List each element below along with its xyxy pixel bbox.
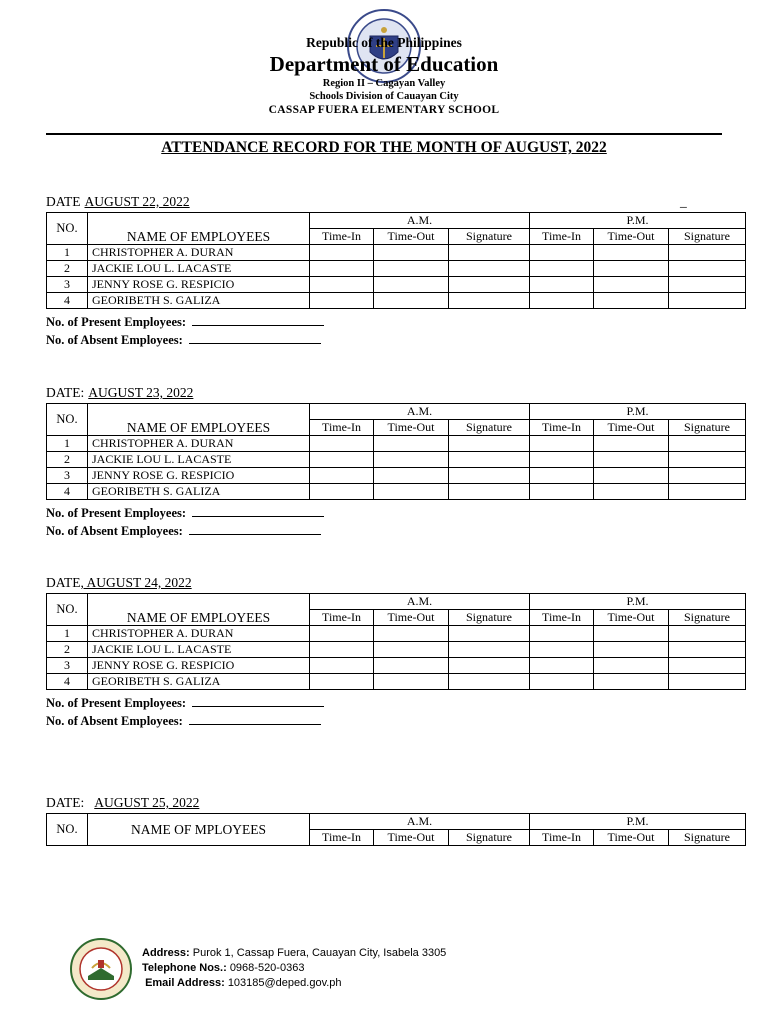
am-time-in-cell[interactable] <box>310 293 374 309</box>
school-name: CASSAP FUERA ELEMENTARY SCHOOL <box>268 104 500 116</box>
header-pm-signature: Signature <box>669 229 746 245</box>
am-signature-cell[interactable] <box>449 626 530 642</box>
pm-signature-cell[interactable] <box>669 484 746 500</box>
header-name: NAME OF MPLOYEES <box>88 814 310 846</box>
header-pm-time-in: Time-In <box>530 830 594 846</box>
header-no: NO. <box>47 213 88 245</box>
employee-name: JENNY ROSE G. RESPICIO <box>88 658 310 674</box>
table-row <box>47 436 746 452</box>
date-label: DATE <box>46 194 81 209</box>
employee-name: JENNY ROSE G. RESPICIO <box>88 277 310 293</box>
am-time-out-cell[interactable] <box>374 674 449 690</box>
header-am-time-out: Time-Out <box>374 229 449 245</box>
am-time-in-cell[interactable] <box>310 674 374 690</box>
email-label: Email Address: <box>145 977 225 989</box>
am-signature-cell[interactable] <box>449 468 530 484</box>
date-line <box>46 194 746 212</box>
pm-signature-cell[interactable] <box>669 674 746 690</box>
header-am-signature: Signature <box>449 610 530 626</box>
date-value: AUGUST 25, 2022 <box>94 795 200 810</box>
table-row <box>47 674 746 690</box>
am-time-out-cell[interactable] <box>374 642 449 658</box>
am-time-in-cell[interactable] <box>310 245 374 261</box>
contact-info <box>142 946 446 991</box>
absent-count-blank[interactable] <box>189 331 321 344</box>
attendance-section-aug-23 <box>46 385 746 540</box>
header-pm: P.M. <box>530 213 746 229</box>
row-number: 1 <box>47 436 88 452</box>
date-label: DATE: <box>46 385 85 400</box>
am-time-in-cell[interactable] <box>310 626 374 642</box>
employee-name: CHRISTOPHER A. DURAN <box>88 626 310 642</box>
row-number: 1 <box>47 626 88 642</box>
attendance-table <box>46 813 746 846</box>
table-row <box>47 245 746 261</box>
header-no: NO. <box>47 404 88 436</box>
pm-signature-cell[interactable] <box>669 658 746 674</box>
am-time-out-cell[interactable] <box>374 436 449 452</box>
am-time-out-cell[interactable] <box>374 484 449 500</box>
pm-time-out-cell[interactable] <box>594 484 669 500</box>
pm-time-out-cell[interactable] <box>594 245 669 261</box>
am-time-out-cell[interactable] <box>374 261 449 277</box>
pm-signature-cell[interactable] <box>669 277 746 293</box>
attendance-table <box>46 403 746 500</box>
table-row <box>47 277 746 293</box>
absent-label: No. of Absent Employees: <box>46 333 183 347</box>
employee-name: GEORIBETH S. GALIZA <box>88 484 310 500</box>
table-row <box>47 642 746 658</box>
row-number: 3 <box>47 658 88 674</box>
row-number: 2 <box>47 452 88 468</box>
employee-name: GEORIBETH S. GALIZA <box>88 674 310 690</box>
pm-time-in-cell[interactable] <box>530 658 594 674</box>
pm-time-out-cell[interactable] <box>594 658 669 674</box>
header-am-time-in: Time-In <box>310 830 374 846</box>
present-count-blank[interactable] <box>192 694 324 707</box>
table-row <box>47 261 746 277</box>
header-pm-time-in: Time-In <box>530 229 594 245</box>
header-no: NO. <box>47 594 88 626</box>
row-number: 4 <box>47 293 88 309</box>
pm-time-in-cell[interactable] <box>530 245 594 261</box>
pm-time-out-cell[interactable] <box>594 436 669 452</box>
pm-time-in-cell[interactable] <box>530 452 594 468</box>
date-value: AUGUST 23, 2022 <box>88 385 194 400</box>
header-pm-time-in: Time-In <box>530 420 594 436</box>
table-row <box>47 626 746 642</box>
am-time-out-cell[interactable] <box>374 277 449 293</box>
pm-time-in-cell[interactable] <box>530 468 594 484</box>
am-time-in-cell[interactable] <box>310 277 374 293</box>
present-count-blank[interactable] <box>192 313 324 326</box>
header-pm-signature: Signature <box>669 610 746 626</box>
employee-name: JACKIE LOU L. LACASTE <box>88 642 310 658</box>
header-divider <box>46 133 722 135</box>
pm-time-in-cell[interactable] <box>530 626 594 642</box>
pm-time-in-cell[interactable] <box>530 436 594 452</box>
header-am-signature: Signature <box>449 830 530 846</box>
letterhead-footer <box>70 938 730 1008</box>
pm-signature-cell[interactable] <box>669 452 746 468</box>
am-time-out-cell[interactable] <box>374 293 449 309</box>
telephone-value: 0968-520-0363 <box>229 962 305 974</box>
pm-signature-cell[interactable] <box>669 261 746 277</box>
date-label: DATE: <box>46 795 85 810</box>
header-am-time-out: Time-Out <box>374 830 449 846</box>
absent-count-blank[interactable] <box>189 522 321 535</box>
employee-name: CHRISTOPHER A. DURAN <box>88 245 310 261</box>
row-number: 3 <box>47 468 88 484</box>
header-pm: P.M. <box>530 814 746 830</box>
table-row <box>47 452 746 468</box>
attendance-summary <box>46 313 746 349</box>
attendance-summary <box>46 504 746 540</box>
pm-time-in-cell[interactable] <box>530 277 594 293</box>
am-signature-cell[interactable] <box>449 642 530 658</box>
header-pm: P.M. <box>530 404 746 420</box>
header-pm-time-out: Time-Out <box>594 229 669 245</box>
header-am-signature: Signature <box>449 420 530 436</box>
header-am: A.M. <box>310 213 530 229</box>
date-value: , AUGUST 24, 2022 <box>80 575 192 590</box>
pm-time-out-cell[interactable] <box>594 293 669 309</box>
employee-name: GEORIBETH S. GALIZA <box>88 293 310 309</box>
employee-name: JENNY ROSE G. RESPICIO <box>88 468 310 484</box>
date-line <box>46 795 746 813</box>
am-signature-cell[interactable] <box>449 261 530 277</box>
trailing-mark: _ <box>680 194 687 209</box>
header-am: A.M. <box>310 594 530 610</box>
pm-time-out-cell[interactable] <box>594 277 669 293</box>
absent-count-blank[interactable] <box>189 712 321 725</box>
header-pm-time-out: Time-Out <box>594 610 669 626</box>
pm-signature-cell[interactable] <box>669 642 746 658</box>
header-pm-time-out: Time-Out <box>594 830 669 846</box>
am-time-out-cell[interactable] <box>374 452 449 468</box>
am-signature-cell[interactable] <box>449 484 530 500</box>
pm-time-out-cell[interactable] <box>594 468 669 484</box>
am-time-in-cell[interactable] <box>310 484 374 500</box>
am-signature-cell[interactable] <box>449 293 530 309</box>
attendance-table <box>46 212 746 309</box>
am-signature-cell[interactable] <box>449 658 530 674</box>
address-value: Purok 1, Cassap Fuera, Cauayan City, Isabela 3305 <box>192 947 447 959</box>
table-row <box>47 293 746 309</box>
school-logo-icon <box>70 938 132 1000</box>
pm-time-out-cell[interactable] <box>594 261 669 277</box>
email-value[interactable]: 103185@deped.gov.ph <box>227 977 342 989</box>
header-am: A.M. <box>310 814 530 830</box>
header-name: NAME OF EMPLOYEES <box>88 404 310 436</box>
am-signature-cell[interactable] <box>449 277 530 293</box>
am-time-in-cell[interactable] <box>310 452 374 468</box>
date-line <box>46 575 746 593</box>
header-am: A.M. <box>310 404 530 420</box>
absent-label: No. of Absent Employees: <box>46 524 183 538</box>
header-name: NAME OF EMPLOYEES <box>88 594 310 626</box>
header-am-time-out: Time-Out <box>374 610 449 626</box>
row-number: 1 <box>47 245 88 261</box>
pm-time-in-cell[interactable] <box>530 674 594 690</box>
header-pm-time-out: Time-Out <box>594 420 669 436</box>
region-line: Region II – Cagayan Valley <box>322 78 446 89</box>
republic-line: Republic of the Philippines <box>306 35 462 50</box>
header-am-time-out: Time-Out <box>374 420 449 436</box>
header-pm-time-in: Time-In <box>530 610 594 626</box>
am-time-out-cell[interactable] <box>374 626 449 642</box>
table-row <box>47 468 746 484</box>
employee-name: JACKIE LOU L. LACASTE <box>88 261 310 277</box>
pm-time-out-cell[interactable] <box>594 452 669 468</box>
am-time-in-cell[interactable] <box>310 436 374 452</box>
am-time-out-cell[interactable] <box>374 658 449 674</box>
am-signature-cell[interactable] <box>449 674 530 690</box>
attendance-summary <box>46 694 746 730</box>
am-signature-cell[interactable] <box>449 452 530 468</box>
telephone-label: Telephone Nos.: <box>142 962 227 974</box>
pm-signature-cell[interactable] <box>669 293 746 309</box>
pm-time-out-cell[interactable] <box>594 674 669 690</box>
pm-time-out-cell[interactable] <box>594 626 669 642</box>
am-time-in-cell[interactable] <box>310 642 374 658</box>
date-value: AUGUST 22, 2022 <box>84 194 190 209</box>
header-am-time-in: Time-In <box>310 420 374 436</box>
letterhead <box>0 0 768 130</box>
header-am-time-in: Time-In <box>310 229 374 245</box>
page-title: ATTENDANCE RECORD FOR THE MONTH OF AUGUST, 2022 <box>161 139 607 156</box>
division-line: Schools Division of Cauayan City <box>309 91 459 102</box>
header-pm: P.M. <box>530 594 746 610</box>
absent-label: No. of Absent Employees: <box>46 714 183 728</box>
pm-time-in-cell[interactable] <box>530 293 594 309</box>
row-number: 2 <box>47 261 88 277</box>
present-label: No. of Present Employees: <box>46 696 187 710</box>
am-signature-cell[interactable] <box>449 436 530 452</box>
header-am-time-in: Time-In <box>310 610 374 626</box>
pm-signature-cell[interactable] <box>669 626 746 642</box>
pm-time-in-cell[interactable] <box>530 642 594 658</box>
header-pm-signature: Signature <box>669 420 746 436</box>
table-row <box>47 658 746 674</box>
attendance-section-aug-22 <box>46 194 746 349</box>
pm-signature-cell[interactable] <box>669 245 746 261</box>
pm-signature-cell[interactable] <box>669 468 746 484</box>
table-row <box>47 484 746 500</box>
row-number: 3 <box>47 277 88 293</box>
row-number: 4 <box>47 484 88 500</box>
present-label: No. of Present Employees: <box>46 506 187 520</box>
employee-name: CHRISTOPHER A. DURAN <box>88 436 310 452</box>
attendance-section-aug-25 <box>46 795 746 846</box>
pm-time-in-cell[interactable] <box>530 484 594 500</box>
am-time-out-cell[interactable] <box>374 245 449 261</box>
department-name: Department of Education <box>269 52 499 76</box>
header-no: NO. <box>47 814 88 846</box>
am-time-in-cell[interactable] <box>310 468 374 484</box>
employee-name: JACKIE LOU L. LACASTE <box>88 452 310 468</box>
header-name: NAME OF EMPLOYEES <box>88 213 310 245</box>
address-label: Address: <box>142 947 190 959</box>
am-time-out-cell[interactable] <box>374 468 449 484</box>
attendance-section-aug-24 <box>46 575 746 730</box>
am-signature-cell[interactable] <box>449 245 530 261</box>
present-label: No. of Present Employees: <box>46 315 187 329</box>
am-time-in-cell[interactable] <box>310 658 374 674</box>
present-count-blank[interactable] <box>192 504 324 517</box>
row-number: 4 <box>47 674 88 690</box>
pm-signature-cell[interactable] <box>669 436 746 452</box>
pm-time-out-cell[interactable] <box>594 642 669 658</box>
date-label: DATE <box>46 575 81 590</box>
header-pm-signature: Signature <box>669 830 746 846</box>
date-line <box>46 385 746 403</box>
attendance-table <box>46 593 746 690</box>
pm-time-in-cell[interactable] <box>530 261 594 277</box>
am-time-in-cell[interactable] <box>310 261 374 277</box>
header-am-signature: Signature <box>449 229 530 245</box>
row-number: 2 <box>47 642 88 658</box>
